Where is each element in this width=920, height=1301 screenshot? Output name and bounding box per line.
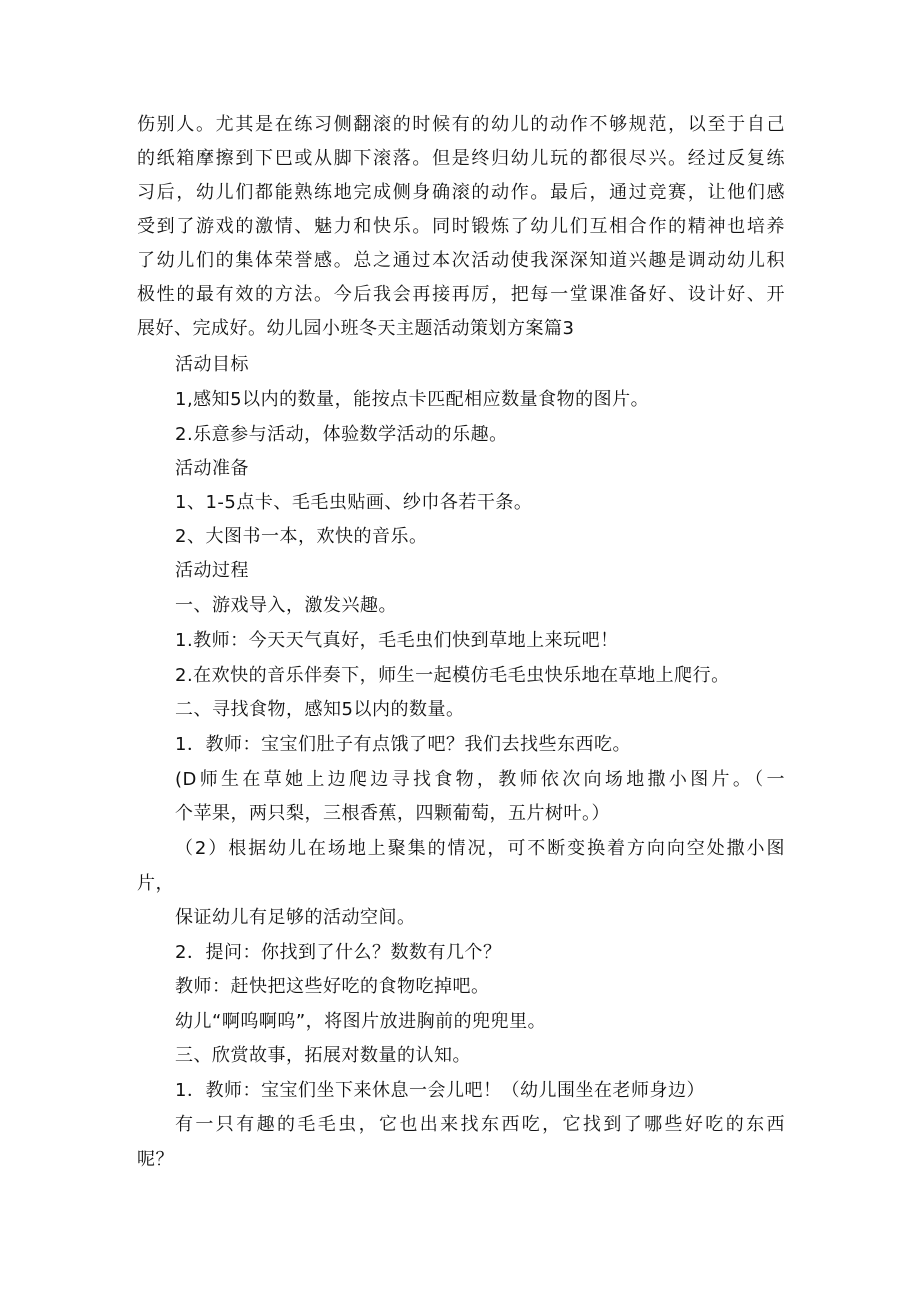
paragraph-line: 受到了游戏的激情、魅力和快乐。同时锻炼了幼儿们互相合作的精神也培养 — [137, 216, 785, 237]
paragraph-line: 的纸箱摩擦到下巴或从脚下滚落。但是终归幼儿玩的都很尽兴。经过反复练 — [137, 148, 785, 169]
paragraph-line: 了幼儿们的集体荣誉感。总之通过本次活动使我深深知道兴趣是调动幼儿积 — [137, 250, 785, 271]
process-step-item: 教师：赶快把这些好吃的食物吃掉吧。 — [175, 976, 490, 997]
paragraph-line: 伤别人。尤其是在练习侧翻滚的时候有的幼儿的动作不够规范，以至于自己 — [137, 114, 785, 135]
process-step-title: 三、欣赏故事，拓展对数量的认知。 — [175, 1045, 471, 1066]
process-step-item: （2）根据幼儿在场地上聚集的情况，可不断变换着方向向空处撒小图 — [175, 838, 785, 859]
prep-item: 2、大图书一本，欢快的音乐。 — [175, 526, 428, 547]
process-step-item: 2.在欢快的音乐伴奏下，师生一起模仿毛毛虫快乐地在草地上爬行。 — [175, 665, 730, 686]
section-heading-preparation: 活动准备 — [175, 458, 249, 479]
process-step-item: (D师生在草她上边爬边寻找食物，教师依次向场地撒小图片。（一 — [175, 769, 785, 790]
section-heading-process: 活动过程 — [175, 560, 249, 581]
process-step-item: 呢？ — [137, 1149, 174, 1170]
paragraph-line: 习后，幼儿们都能熟练地完成侧身确滚的动作。最后，通过竞赛，让他们感 — [137, 182, 785, 203]
process-step-item: 个苹果，两只梨，三根香蕉，四颗葡萄，五片树叶。） — [175, 803, 610, 824]
process-step-item: 1．教师：宝宝们坐下来休息一会儿吧！（幼儿围坐在老师身边） — [175, 1080, 705, 1101]
process-step-title: 一、游戏导入，激发兴趣。 — [175, 595, 397, 616]
process-step-item: 1．教师：宝宝们肚子有点饿了吧？我们去找些东西吃。 — [175, 734, 631, 755]
process-step-title: 二、寻找食物，感知5以内的数量。 — [175, 699, 465, 720]
process-step-item: 2．提问：你找到了什么？数数有几个？ — [175, 942, 502, 963]
process-step-item: 幼儿“啊呜啊呜”，将图片放进胸前的兜兜里。 — [175, 1011, 547, 1032]
process-step-item: 保证幼儿有足够的活动空间。 — [175, 907, 416, 928]
paragraph-line: 极性的最有效的方法。今后我会再接再厉，把每一堂课准备好、设计好、开 — [137, 284, 785, 305]
process-step-item: 有一只有趣的毛毛虫，它也出来找东西吃，它找到了哪些好吃的东西 — [175, 1114, 785, 1135]
paragraph-line: 展好、完成好。幼儿园小班冬天主题活动策划方案篇3 — [137, 318, 575, 339]
goal-item: 1,感知5以内的数量，能按点卡匹配相应数量食物的图片。 — [175, 389, 650, 410]
process-step-item: 片， — [137, 873, 174, 894]
goal-item: 2.乐意参与活动，体验数学活动的乐趣。 — [175, 424, 508, 445]
section-heading-goals: 活动目标 — [175, 354, 249, 375]
prep-item: 1、1-5点卡、毛毛虫贴画、纱巾各若干条。 — [175, 492, 533, 513]
process-step-item: 1.教师：今天天气真好，毛毛虫们快到草地上来玩吧！ — [175, 630, 619, 651]
